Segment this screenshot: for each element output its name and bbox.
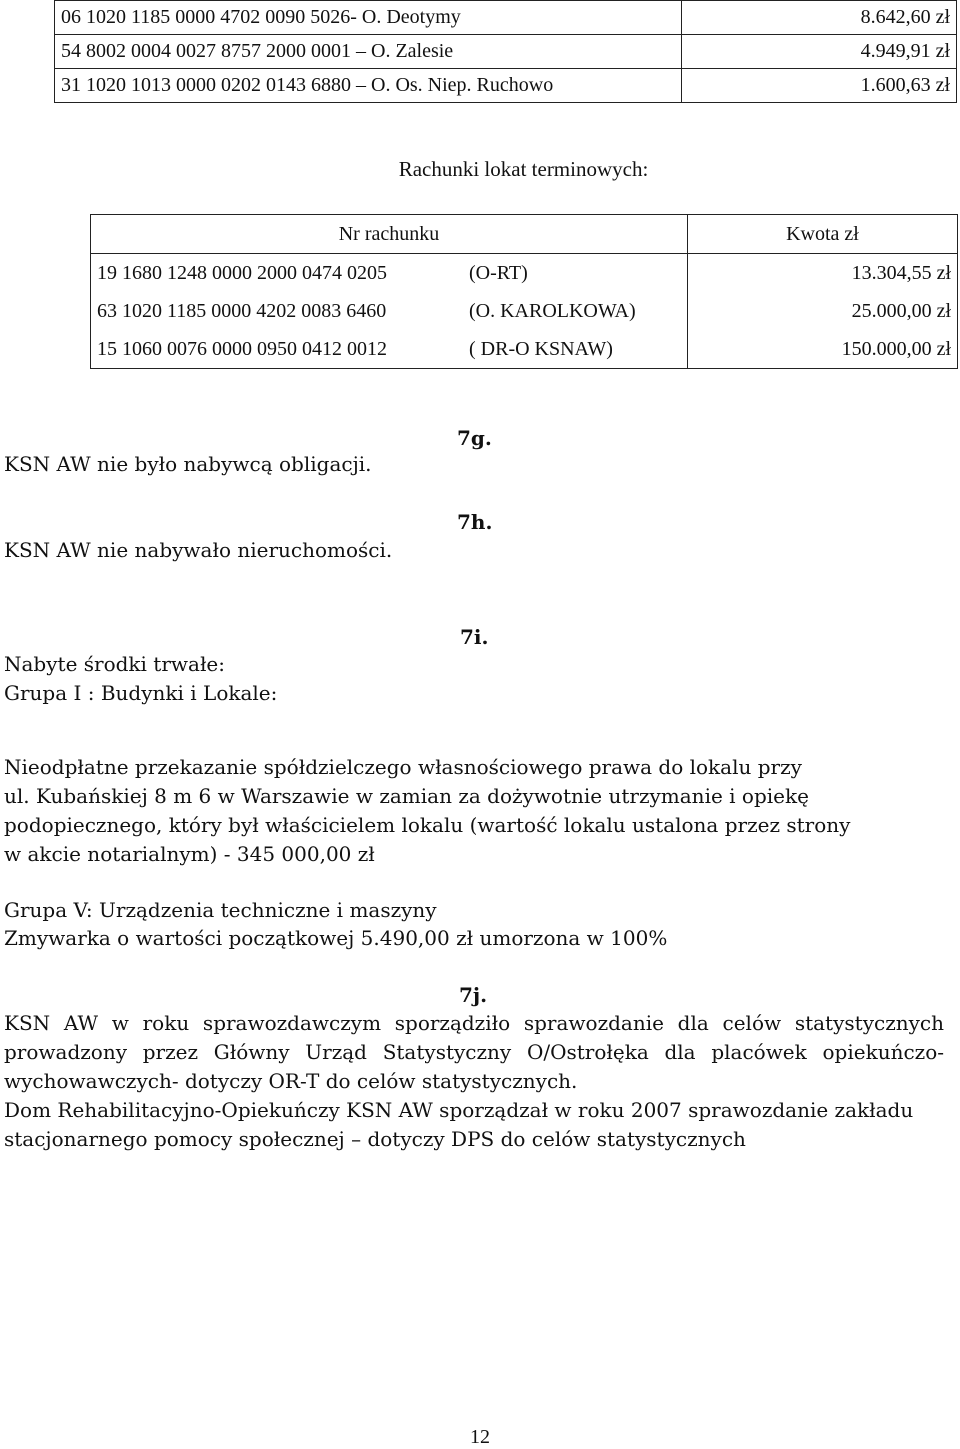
paragraph-line: Nieodpłatne przekazanie spółdzielczego własnościowego prawa do lokalu przy (4, 755, 802, 779)
table-row (55, 1, 957, 35)
amount-cell: 1.600,63 zł (682, 69, 957, 103)
section-7h-number: 7h. (457, 510, 493, 534)
account-cell: 19 1680 1248 0000 2000 0474 0205 (97, 261, 387, 284)
paragraph-line: Dom Rehabilitacyjno-Opiekuńczy KSN AW sporządzał w roku 2007 sprawozdanie zakładu (4, 1098, 914, 1122)
section-7g-text: KSN AW nie było nabywcą obligacji. (4, 452, 372, 476)
amount-cell: 8.642,60 zł (682, 1, 957, 35)
paragraph-line: prowadzony przez Główny Urząd Statystyczny O/Ostrołęka dla placówek opiekuńczo- (4, 1040, 944, 1064)
section-7h-text: KSN AW nie nabywało nieruchomości. (4, 538, 393, 562)
account-cell: 63 1020 1185 0000 4202 0083 6460 (97, 299, 387, 322)
col-header-kwota: Kwota zł (688, 215, 958, 254)
accounts-table (54, 0, 957, 103)
group-1-label: Grupa I : Budynki i Lokale: (4, 681, 278, 705)
desc-cell: (O. KAROLKOWA) (463, 292, 688, 330)
statistics-paragraph-2 (4, 1096, 944, 1154)
paragraph-line: podopiecznego, który był właścicielem lokalu (wartość lokalu ustalona przez strony (4, 813, 851, 837)
table-row (91, 292, 958, 330)
desc-cell: (O-RT) (463, 254, 688, 293)
table-row (55, 69, 957, 103)
statistics-paragraph-1 (4, 1009, 944, 1096)
deposits-table (90, 214, 958, 369)
account-cell: 31 1020 1013 0000 0202 0143 6880 – O. Os. Niep. Ruchowo (55, 69, 682, 103)
desc-cell: ( DR-O KSNAW) (463, 330, 688, 369)
paragraph-line: stacjonarnego pomocy społecznej – dotyczy DPS do celów statystycznych (4, 1127, 746, 1151)
table-row (91, 254, 958, 293)
deposits-heading: Rachunki lokat terminowych: (398, 157, 649, 181)
section-7i-number: 7i. (460, 625, 489, 649)
section-7g-number: 7g. (457, 426, 492, 450)
table-row (91, 330, 958, 369)
section-7j-number: 7j. (459, 983, 488, 1007)
transfer-paragraph (4, 753, 864, 869)
dishwasher-line: Zmywarka o wartości początkowej 5.490,00 zł umorzona w 100% (4, 926, 668, 950)
amount-cell: 4.949,91 zł (682, 35, 957, 69)
paragraph-line: w akcie notarialnym) - 345 000,00 zł (4, 842, 375, 866)
fixed-assets-label: Nabyte środki trwałe: (4, 652, 225, 676)
paragraph-line: KSN AW w roku sprawozdawczym sporządziło sprawozdanie dla celów statystycznych (4, 1011, 944, 1035)
group-5-label: Grupa V: Urządzenia techniczne i maszyny (4, 898, 437, 922)
col-header-nr: Nr rachunku (91, 215, 688, 254)
amount-cell: 25.000,00 zł (851, 299, 951, 322)
account-cell: 06 1020 1185 0000 4702 0090 5026- O. Deotymy (55, 1, 682, 35)
paragraph-line: wychowawczych- dotyczy OR-T do celów statystycznych. (4, 1069, 578, 1093)
table-header-row (91, 215, 958, 254)
table-row (55, 35, 957, 69)
page-number: 12 (470, 1426, 490, 1448)
account-cell: 54 8002 0004 0027 8757 2000 0001 – O. Zalesie (55, 35, 682, 69)
amount-cell: 150.000,00 zł (841, 337, 951, 360)
amount-cell: 13.304,55 zł (851, 261, 951, 284)
account-cell: 15 1060 0076 0000 0950 0412 0012 (97, 337, 387, 360)
paragraph-line: ul. Kubańskiej 8 m 6 w Warszawie w zamian za dożywotnie utrzymanie i opiekę (4, 784, 809, 808)
